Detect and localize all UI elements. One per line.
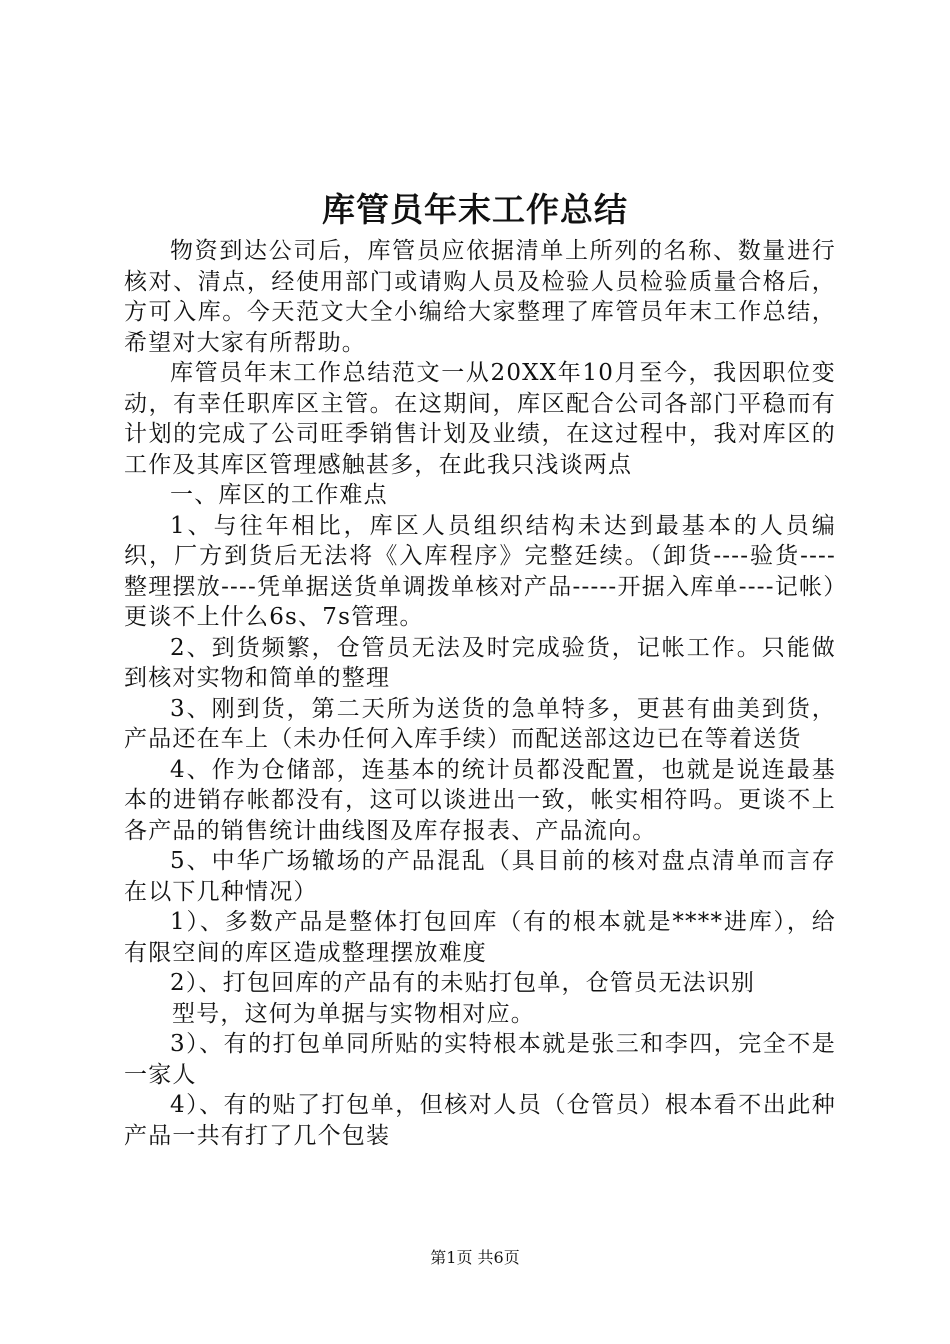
paragraph-sample-one: 库管员年末工作总结范文一从20XX年10月至今，我因职位变动，有幸任职库区主管。在这期间，库区配合公司各部门平稳而有计划的完成了公司旺季销售计划及业绩，在这过程中，我对库区的工作及其库区管理感触甚多，在此我只浅谈两点 [124,360,836,478]
paragraph-item-2: 2、到货频繁，仓管员无法及时完成验货，记帐工作。只能做到核对实物和简单的整理 [124,634,836,691]
paragraph-item-1: 1、与往年相比，库区人员组织结构未达到最基本的人员编织，厂方到货后无法将《入库程序》完整廷续。（卸货----验货----整理摆放----凭单据送货单调拨单核对产品-----开据入库单----记帐）更谈不上什么6s、7s管理。 [124,512,836,630]
paragraph-subitem-2-continued: 型号，这何为单据与实物相对应。 [172,1000,535,1027]
paragraph-item-3: 3、刚到货，第二天所为送货的急单特多，更甚有曲美到货，产品还在车上（未办任何入库手续）而配送部这边已在等着送货 [124,695,836,752]
paragraph-item-5: 5、中华广场辙场的产品混乱（具目前的核对盘点清单而言存在以下几种情况） [124,848,836,905]
paragraph-item-4: 4、作为仓储部，连基本的统计员都没配置，也就是说连最基本的进销存帐都没有，这可以谈进出一致，帐实相符吗。更谈不上各产品的销售统计曲线图及库存报表、产品流向。 [124,756,836,844]
document-body [124,236,836,1151]
paragraph-subitem-2: 2）、打包回库的产品有的未贴打包单，仓管员无法识别 [170,970,756,996]
paragraph-subitem-4: 4）、有的贴了打包单，但核对人员（仓管员）根本看不出此种产品一共有打了几个包装 [124,1092,836,1149]
paragraph-intro: 物资到达公司后，库管员应依据清单上所列的名称、数量进行核对、清点，经使用部门或请购人员及检验人员检验质量合格后，方可入库。今天范文大全小编给大家整理了库管员年末工作总结，希望对大家有所帮助。 [124,238,836,356]
paragraph-subitem-3: 3）、有的打包单同所贴的实特根本就是张三和李四，完全不是一家人 [124,1031,836,1088]
paragraph-subitem-1: 1）、多数产品是整体打包回库（有的根本就是****进库），给有限空间的库区造成整理摆放难度 [124,909,836,966]
section-heading-difficulties: 一、库区的工作难点 [170,482,388,508]
document-title: 库管员年末工作总结 [322,190,628,229]
page-footer: 第1页 共6页 [430,1248,520,1267]
